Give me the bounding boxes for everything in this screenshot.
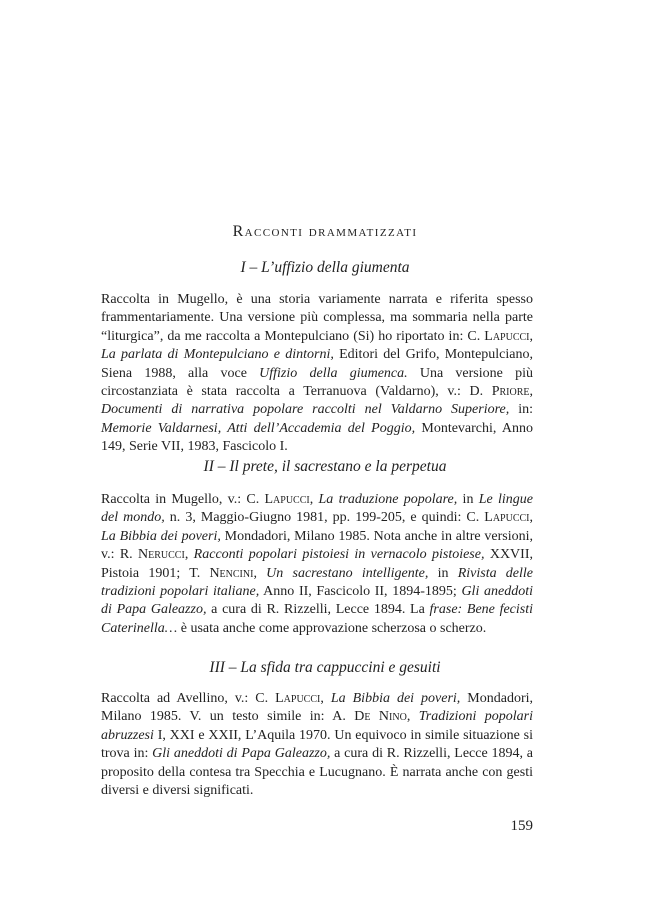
- text-run: Racconti popolari pistoiesi in vernacolo pistoiese,: [193, 547, 485, 563]
- text-run: Mondadori, Milano 1985. V. un testo simile in: A.: [101, 691, 534, 725]
- page-number: 159: [510, 818, 533, 834]
- text-run: Gli aneddoti di Papa Galeazzo,: [101, 584, 533, 618]
- text-run: Rivista delle tradizioni popolari italiane,: [101, 565, 534, 600]
- text-run: è usata anche come approvazione scherzosa o scherzo.: [177, 620, 487, 636]
- text-run: Gli aneddoti di Papa Galeazzo,: [152, 746, 331, 762]
- text-run: ,: [309, 492, 319, 507]
- text-run: Raccolta ad Avellino, v.: C.: [101, 691, 276, 706]
- text-run: Documenti di narrativa popolare raccolti nel Valdarno Superiore,: [101, 402, 510, 418]
- text-run: Lapucci: [264, 492, 310, 507]
- text-run: ,: [320, 691, 331, 706]
- text-run: ,: [529, 328, 533, 344]
- text-run: I, XXI e XXII, L’Aquila 1970. Un equivoco in simile situazione si trova in:: [101, 727, 533, 762]
- text-run: Lapucci: [484, 328, 530, 344]
- section-3-paragraph: [101, 690, 533, 800]
- text-run: frase: Bene fecisti Caterinella…: [101, 602, 534, 636]
- text-run: n. 3, Maggio-Giugno 1981, pp. 199-205, e quindi: C.: [164, 510, 485, 526]
- text-run: in: [428, 565, 458, 581]
- text-run: La Bibbia dei poveri,: [330, 691, 461, 706]
- section-1-paragraph: [101, 291, 533, 457]
- text-run: De Nino: [354, 709, 407, 725]
- text-run: Raccolta in Mugello, v.: C.: [101, 492, 265, 507]
- text-run: Anno II, Fascicolo II, 1894-1895;: [259, 584, 462, 600]
- text-run: a cura di R. Rizzelli, Lecce 1894, a proposito della contesa tra Specchia e Lucugnano. È narrata anche con gesti diversi e diversi significati.: [101, 746, 533, 799]
- page-title: Racconti drammatizzati: [232, 223, 418, 240]
- text-run: Editori del Grifo, Montepulciano, Siena 1988, alla voce: [101, 347, 533, 381]
- text-run: La Bibbia dei poveri,: [101, 528, 221, 544]
- text-run: Priore: [491, 384, 530, 400]
- text-run: ,: [406, 709, 419, 725]
- section-3-title: III – La sfida tra cappuccini e gesuiti: [209, 659, 441, 676]
- text-run: ,: [529, 384, 533, 400]
- text-run: Le lingue del mondo,: [101, 492, 534, 526]
- text-run: Nerucci: [138, 547, 185, 563]
- text-run: in: [457, 492, 479, 507]
- text-run: a cura di R. Rizzelli, Lecce 1894. La: [206, 602, 430, 618]
- text-run: Lapucci: [275, 691, 321, 706]
- section-2-title: II – Il prete, il sacrestano e la perpetua: [203, 458, 447, 475]
- text-run: ,: [184, 547, 194, 563]
- text-run: ,: [529, 510, 533, 526]
- text-run: in:: [509, 402, 534, 418]
- text-run: Raccolta in Mugello, è una storia variamente narrata e riferita spesso frammentariamente. Una versione più complessa, ma sommaria nella parte “liturgica”, da me raccolta a Montepulciano (Si) ho riportato in: C.: [101, 292, 533, 344]
- text-run: La parlata di Montepulciano e dintorni,: [101, 347, 334, 363]
- text-run: ,: [253, 565, 267, 581]
- section-2-paragraph: [101, 491, 533, 638]
- text-run: Memorie Valdarnesi, Atti dell’Accademia del Poggio,: [101, 420, 416, 436]
- section-1-title: I – L’uffizio della giumenta: [240, 259, 410, 276]
- text-run: La traduzione popolare,: [318, 492, 458, 507]
- text-run: Uffizio della giumenca.: [259, 365, 408, 381]
- text-run: Nencini: [209, 565, 254, 581]
- text-run: Mondadori, Milano 1985. Nota anche in altre versioni, v.: R.: [101, 528, 533, 563]
- text-run: Montevarchi, Anno 149, Serie VII, 1983, Fascicolo I.: [101, 420, 534, 455]
- text-run: Un sacrestano intelligente,: [266, 565, 429, 581]
- text-run: Tradizioni popolari abruzzesi: [101, 709, 533, 743]
- text-run: XXVII, Pistoia 1901; T.: [101, 547, 533, 581]
- text-run: Una versione più circostanziata è stata raccolta a Terranuova (Valdarno), v.: D.: [101, 365, 533, 400]
- text-run: Lapucci: [484, 510, 530, 526]
